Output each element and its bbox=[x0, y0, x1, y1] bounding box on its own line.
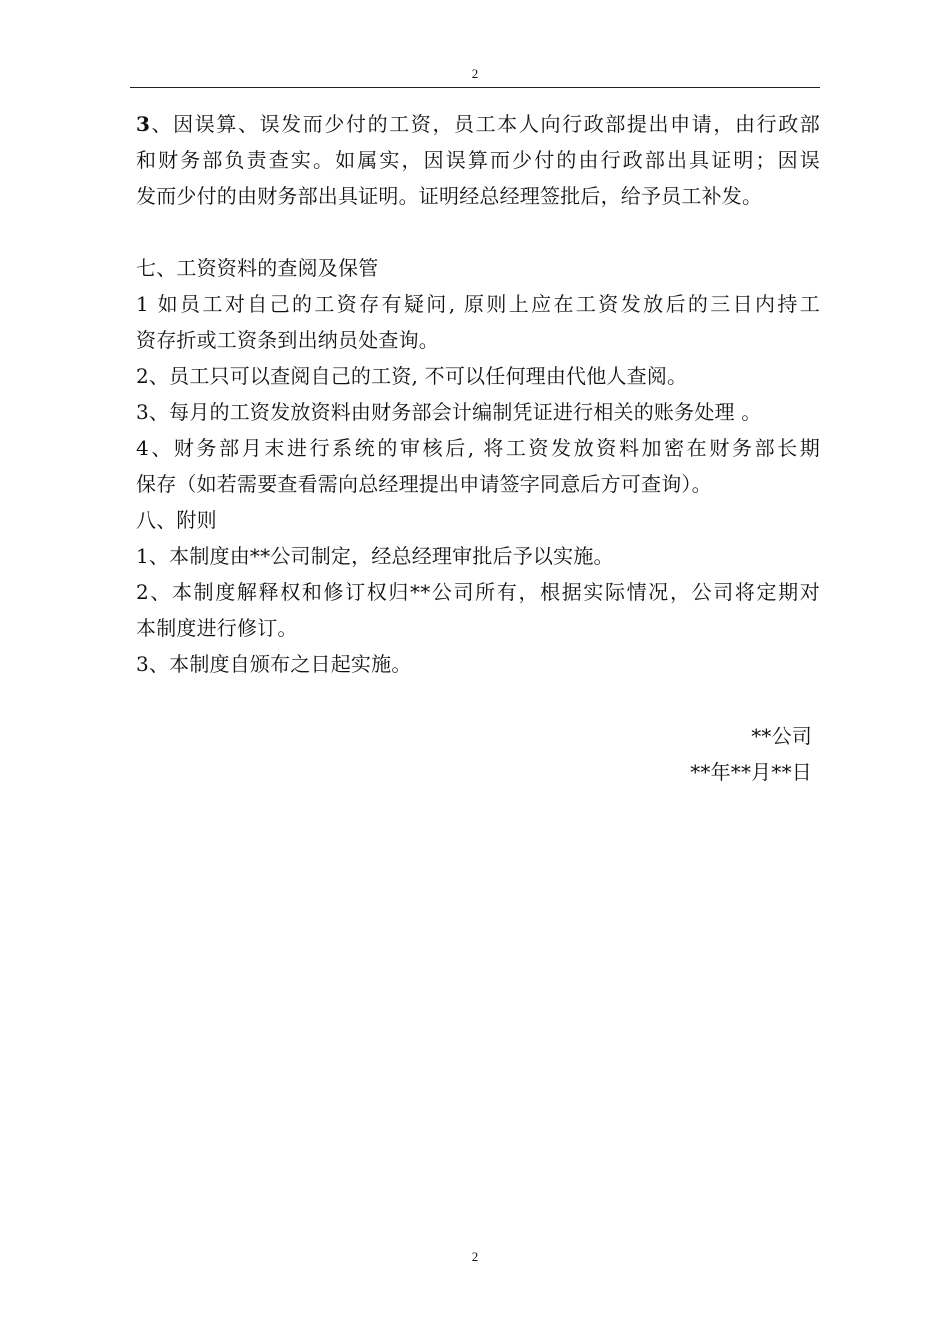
header-rule bbox=[130, 87, 820, 88]
paragraph-line: 2、本制度解释权和修订权归**公司所有，根据实际情况，公司将定期对 bbox=[136, 580, 820, 604]
blank-line bbox=[136, 682, 820, 718]
paragraph-line: 1、本制度由**公司制定，经总经理审批后予以实施。 bbox=[136, 544, 614, 568]
paragraph-line: 3、每月的工资发放资料由财务部会计编制凭证进行相关的账务处理 。 bbox=[136, 400, 762, 424]
section-heading-7: 七、工资资料的查阅及保管 bbox=[136, 256, 379, 280]
item-text: 、因误算、误发而少付的工资，员工本人向行政部提出申请，由行政部 bbox=[150, 112, 820, 136]
footer-page-number: 2 bbox=[471, 1249, 479, 1264]
paragraph-line: 4、财务部月末进行系统的审核后, 将工资发放资料加密在财务部长期 bbox=[136, 436, 820, 460]
paragraph-line: 资存折或工资条到出纳员处查询。 bbox=[136, 328, 439, 352]
section-heading-8: 八、附则 bbox=[136, 508, 217, 532]
paragraph-line: 1 如员工对自己的工资存有疑问, 原则上应在工资发放后的三日内持工 bbox=[136, 292, 820, 316]
paragraph-line: 本制度进行修订。 bbox=[136, 616, 298, 640]
signature-company: **公司 bbox=[751, 724, 812, 748]
item-number: 3 bbox=[136, 112, 151, 136]
signature-date: **年**月**日 bbox=[690, 760, 812, 784]
paragraph-line bbox=[136, 106, 820, 142]
paragraph-line: 3、本制度自颁布之日起实施。 bbox=[136, 652, 412, 676]
document-body bbox=[136, 106, 820, 790]
paragraph-line: 保存（如若需要查看需向总经理提出申请签字同意后方可查询）。 bbox=[136, 472, 712, 496]
paragraph-line: 2、员工只可以查阅自己的工资, 不可以任何理由代他人查阅。 bbox=[136, 364, 688, 388]
header-page-number: 2 bbox=[471, 66, 479, 81]
blank-line bbox=[136, 214, 820, 250]
paragraph-line: 和财务部负责查实。如属实，因误算而少付的由行政部出具证明；因误 bbox=[136, 148, 820, 172]
paragraph-line: 发而少付的由财务部出具证明。证明经总经理签批后，给予员工补发。 bbox=[136, 184, 763, 208]
